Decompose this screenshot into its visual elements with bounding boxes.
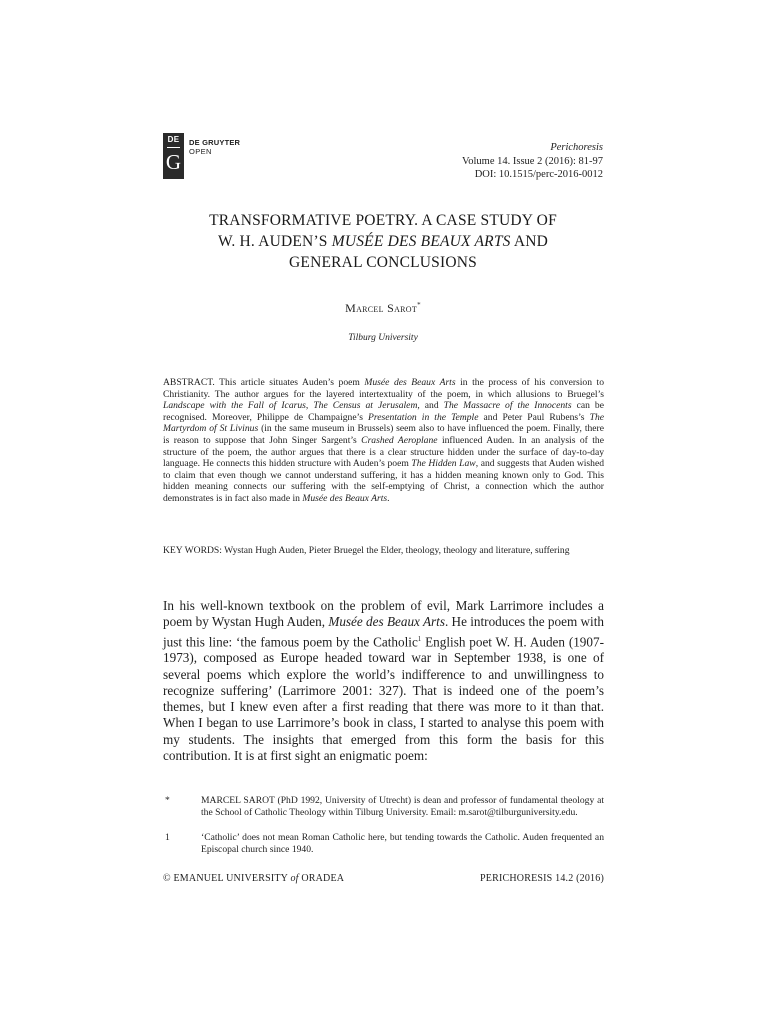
footnote-text: ‘Catholic’ does not mean Roman Catholic here, but tending towards the Catholic. Auden frequented an Episcopal church since 1940.: [201, 832, 604, 855]
publisher-open: OPEN: [189, 147, 212, 156]
footnote-mark: 1: [165, 832, 170, 843]
degruyter-emblem: [163, 133, 184, 179]
abstract-italic: Landscape with the Fall of Icarus: [163, 400, 306, 412]
publisher-name: DE GRUYTER: [189, 138, 241, 147]
title-line-2-italic: MUSÉE DES BEAUX ARTS: [331, 233, 511, 250]
publisher-logo: [163, 133, 253, 179]
footnote-author: [163, 795, 604, 818]
abstract-text: can be recognised. Moreover, Philippe de Champaigne’s: [163, 400, 604, 423]
logo-g-text: G: [165, 150, 182, 174]
abstract-text: ,: [305, 400, 314, 412]
article-title: [163, 210, 603, 273]
author-affiliation: Tilburg University: [348, 333, 418, 343]
body-paragraph: [163, 598, 604, 764]
title-line-2-pre: W. H. AUDEN’S: [217, 233, 332, 250]
footnote-mark: *: [165, 795, 170, 806]
footer-journal: PERICHORESIS 14.2 (2016): [480, 873, 604, 884]
logo-rule: [167, 147, 180, 148]
abstract-italic: Presentation in the Temple: [368, 411, 479, 423]
body-text: . He introduces the poem with just this line: ‘the famous poem by the Catholic: [163, 614, 604, 649]
keywords: KEY WORDS: Wystan Hugh Auden, Pieter Bruegel the Elder, theology, theology and literature, suffering: [163, 545, 570, 556]
footer-publisher: [163, 873, 344, 884]
abstract-text: and Peter Paul Rubens’s: [478, 411, 590, 423]
footnote-1: [163, 832, 604, 855]
logo-de-text: DE: [167, 135, 180, 144]
abstract-italic: The Hidden Law: [411, 458, 476, 470]
abstract-italic: The Massacre of the Innocents: [443, 400, 572, 412]
abstract-italic: Musée des Beaux Arts: [302, 492, 388, 504]
abstract-italic: Musée des Beaux Arts: [364, 377, 456, 388]
body-text: In his well-known textbook on the problem of evil, Mark Larrimore includes a poem by Wystan Hugh Auden,: [163, 598, 604, 630]
footer-left-pre: © EMANUEL UNIVERSITY: [163, 873, 291, 884]
abstract-text: (in the same museum in Brussels) seem also to have influenced the poem. Finally, there is reason to suppose that John Singer Sargent’s: [163, 423, 605, 446]
journal-doi: DOI: 10.1515/perc-2016-0012: [474, 169, 603, 180]
abstract-italic: The Census at Jerusalem: [313, 400, 418, 412]
abstract-text: , and suggests that Auden wished to claim that even though we cannot understand suffering, it has a hidden meaning known only to God. This hidden meaning connects our suffering with the self-emptying of Christ, a connection which the author demonstrates is in fact also made in: [163, 458, 605, 504]
abstract-italic: The Martyrdom of St Livinus: [163, 411, 604, 435]
author-name: [163, 301, 603, 316]
footnote-text: MARCEL SAROT (PhD 1992, University of Utrecht) is dean and professor of fundamental theology at the School of Catholic Theology within Tilburg University. Email: m.sarot@tilburguniversity.edu.: [201, 795, 604, 818]
footer-left-italic: of: [290, 873, 299, 884]
journal-info: [462, 141, 603, 182]
abstract-text: in the process of his conversion to Christianity. The author argues for the layered intertextuality of the poem, in which allusions to Bruegel’s: [163, 377, 605, 400]
title-line-1: TRANSFORMATIVE POETRY. A CASE STUDY OF: [209, 212, 557, 229]
title-line-2-post: AND: [510, 233, 549, 250]
body-italic: Musée des Beaux Arts: [328, 614, 445, 630]
abstract-text: , and: [417, 400, 444, 412]
author-footnote-mark: *: [417, 301, 421, 309]
author-name-text: Marcel Sarot: [345, 301, 418, 315]
title-line-3: GENERAL CONCLUSIONS: [289, 254, 477, 271]
footer-left-post: ORADEA: [298, 873, 345, 884]
journal-volume: Volume 14. Issue 2 (2016): 81-97: [462, 155, 603, 167]
abstract-text: .: [387, 492, 390, 504]
abstract: [163, 377, 604, 505]
journal-name: Perichoresis: [550, 142, 603, 153]
abstract-text: ABSTRACT. This article situates Auden’s poem: [163, 377, 365, 388]
abstract-text: influenced Auden. In an analysis of the structure of the poem, the author argues that there is a clear structure hidden under the surface of day-to-day language. He connects this hidden structure with Auden’s poem: [163, 434, 604, 470]
title-line-2: [163, 231, 603, 252]
footnote-reference[interactable]: 1: [417, 634, 422, 643]
abstract-italic: Crashed Aeroplane: [361, 434, 438, 446]
body-text: English poet W. H. Auden (1907-1973), composed as Europe headed toward war in September 1938, is one of several poems which explore the world’s indifference to and unwillingness to recognize suffering’ (Larrimore 2001: 327). That is indeed one of the poem’s themes, but I knew even after a first reading that there was more to it than that. When I began to use Larrimore’s book in class, I started to analyse this poem with my students. The insights that emerged from this form the basis for this contribution. It is at first sight an enigmatic poem:: [163, 633, 604, 764]
